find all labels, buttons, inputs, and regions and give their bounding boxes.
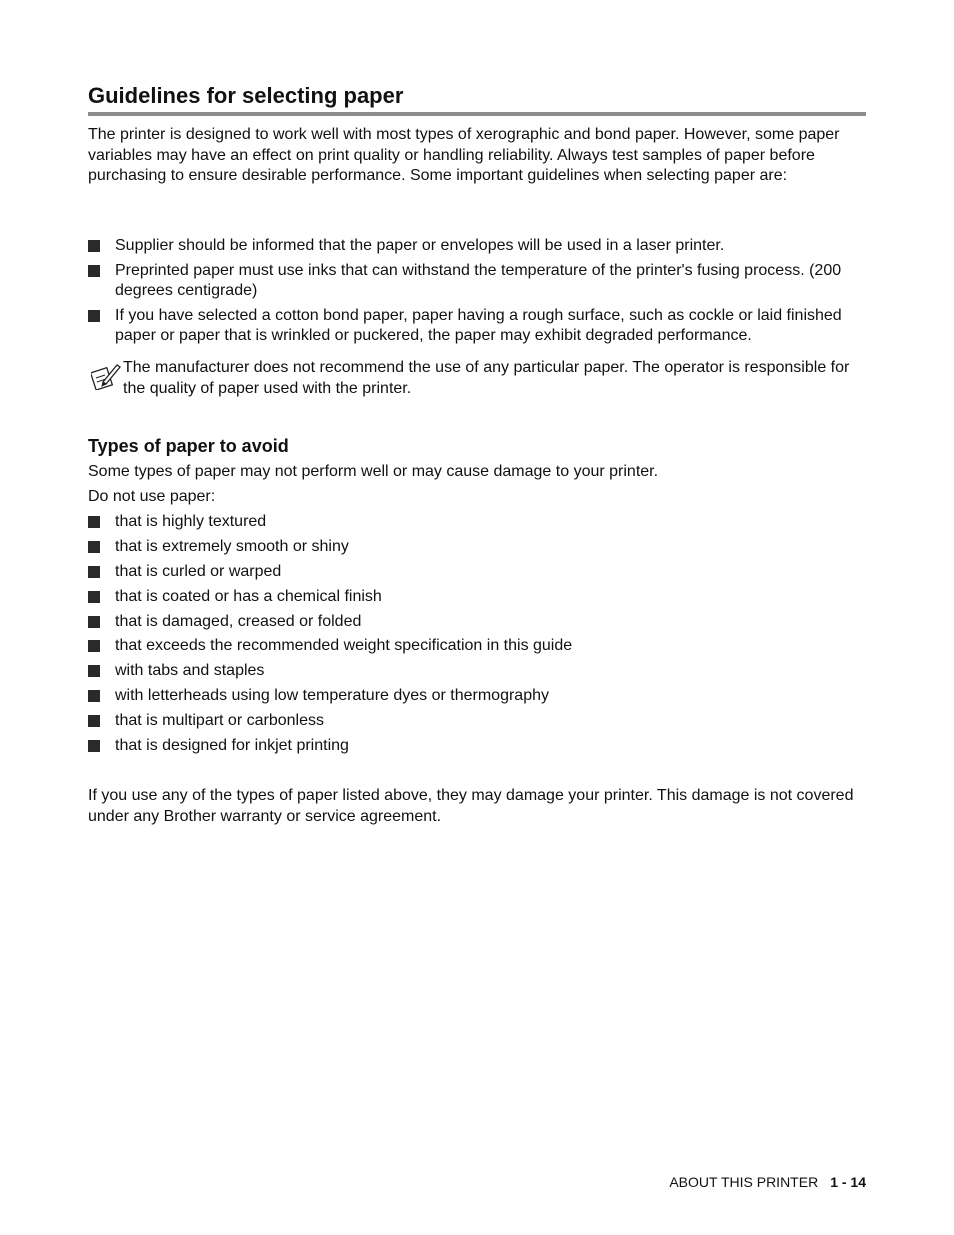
list-item: that exceeds the recommended weight specification in this guide — [88, 636, 866, 661]
list-item: that is designed for inkjet printing — [88, 736, 866, 761]
list-item: that is curled or warped — [88, 562, 866, 587]
list-item: that is damaged, creased or folded — [88, 612, 866, 637]
guidelines-list — [88, 236, 866, 351]
bullet-square-icon — [88, 240, 100, 252]
list-item: that is highly textured — [88, 512, 866, 537]
bullet-square-icon — [88, 715, 100, 727]
bullet-square-icon — [88, 640, 100, 652]
bullet-square-icon — [88, 310, 100, 322]
page-title: Guidelines for selecting paper — [88, 83, 404, 108]
footer-section: ABOUT THIS PRINTER — [669, 1174, 819, 1190]
list-item: If you have selected a cotton bond paper, paper having a rough surface, such as cockle or laid finished paper or paper that is wrinkled or puckered, the paper may exhibit degraded performance. — [88, 306, 866, 347]
title-rule — [88, 112, 866, 116]
bullet-square-icon — [88, 740, 100, 752]
section-heading: Types of paper to avoid — [88, 436, 289, 456]
page-footer — [669, 1173, 866, 1191]
bullet-square-icon — [88, 616, 100, 628]
bullet-square-icon — [88, 566, 100, 578]
intro-paragraph: The printer is designed to work well with most types of xerographic and bond paper. However, some paper variables may have an effect on print quality or handling reliability. Always test samples of paper before purchasing to ensure desirable performance. Some important guidelines when selecting paper are: — [88, 126, 840, 184]
bullet-square-icon — [88, 591, 100, 603]
list-item: that is coated or has a chemical finish — [88, 587, 866, 612]
closing-paragraph: If you use any of the types of paper listed above, they may damage your printer. This damage is not covered under any Brother warranty or service agreement. — [88, 787, 854, 825]
page-number: 1 - 14 — [830, 1174, 866, 1190]
list-item: with tabs and staples — [88, 661, 866, 686]
bullet-square-icon — [88, 265, 100, 277]
bullet-square-icon — [88, 516, 100, 528]
list-item: Supplier should be informed that the paper or envelopes will be used in a laser printer. — [88, 236, 866, 257]
list-item: that is extremely smooth or shiny — [88, 537, 866, 562]
avoid-intro: Some types of paper may not perform well or may cause damage to your printer. — [88, 463, 659, 480]
list-item: that is multipart or carbonless — [88, 711, 866, 736]
bullet-square-icon — [88, 690, 100, 702]
avoid-list — [88, 512, 866, 761]
list-item: with letterheads using low temperature dyes or thermography — [88, 686, 866, 711]
bullet-square-icon — [88, 665, 100, 677]
note-box — [88, 358, 866, 399]
list-item: Preprinted paper must use inks that can withstand the temperature of the printer's fusing process. (200 degrees centigrade) — [88, 261, 866, 302]
note-pencil-icon — [91, 362, 121, 390]
bullet-square-icon — [88, 541, 100, 553]
avoid-lead: Do not use paper: — [88, 488, 216, 505]
note-text: The manufacturer does not recommend the use of any particular paper. The operator is responsible for the quality of paper used with the printer. — [123, 359, 850, 397]
